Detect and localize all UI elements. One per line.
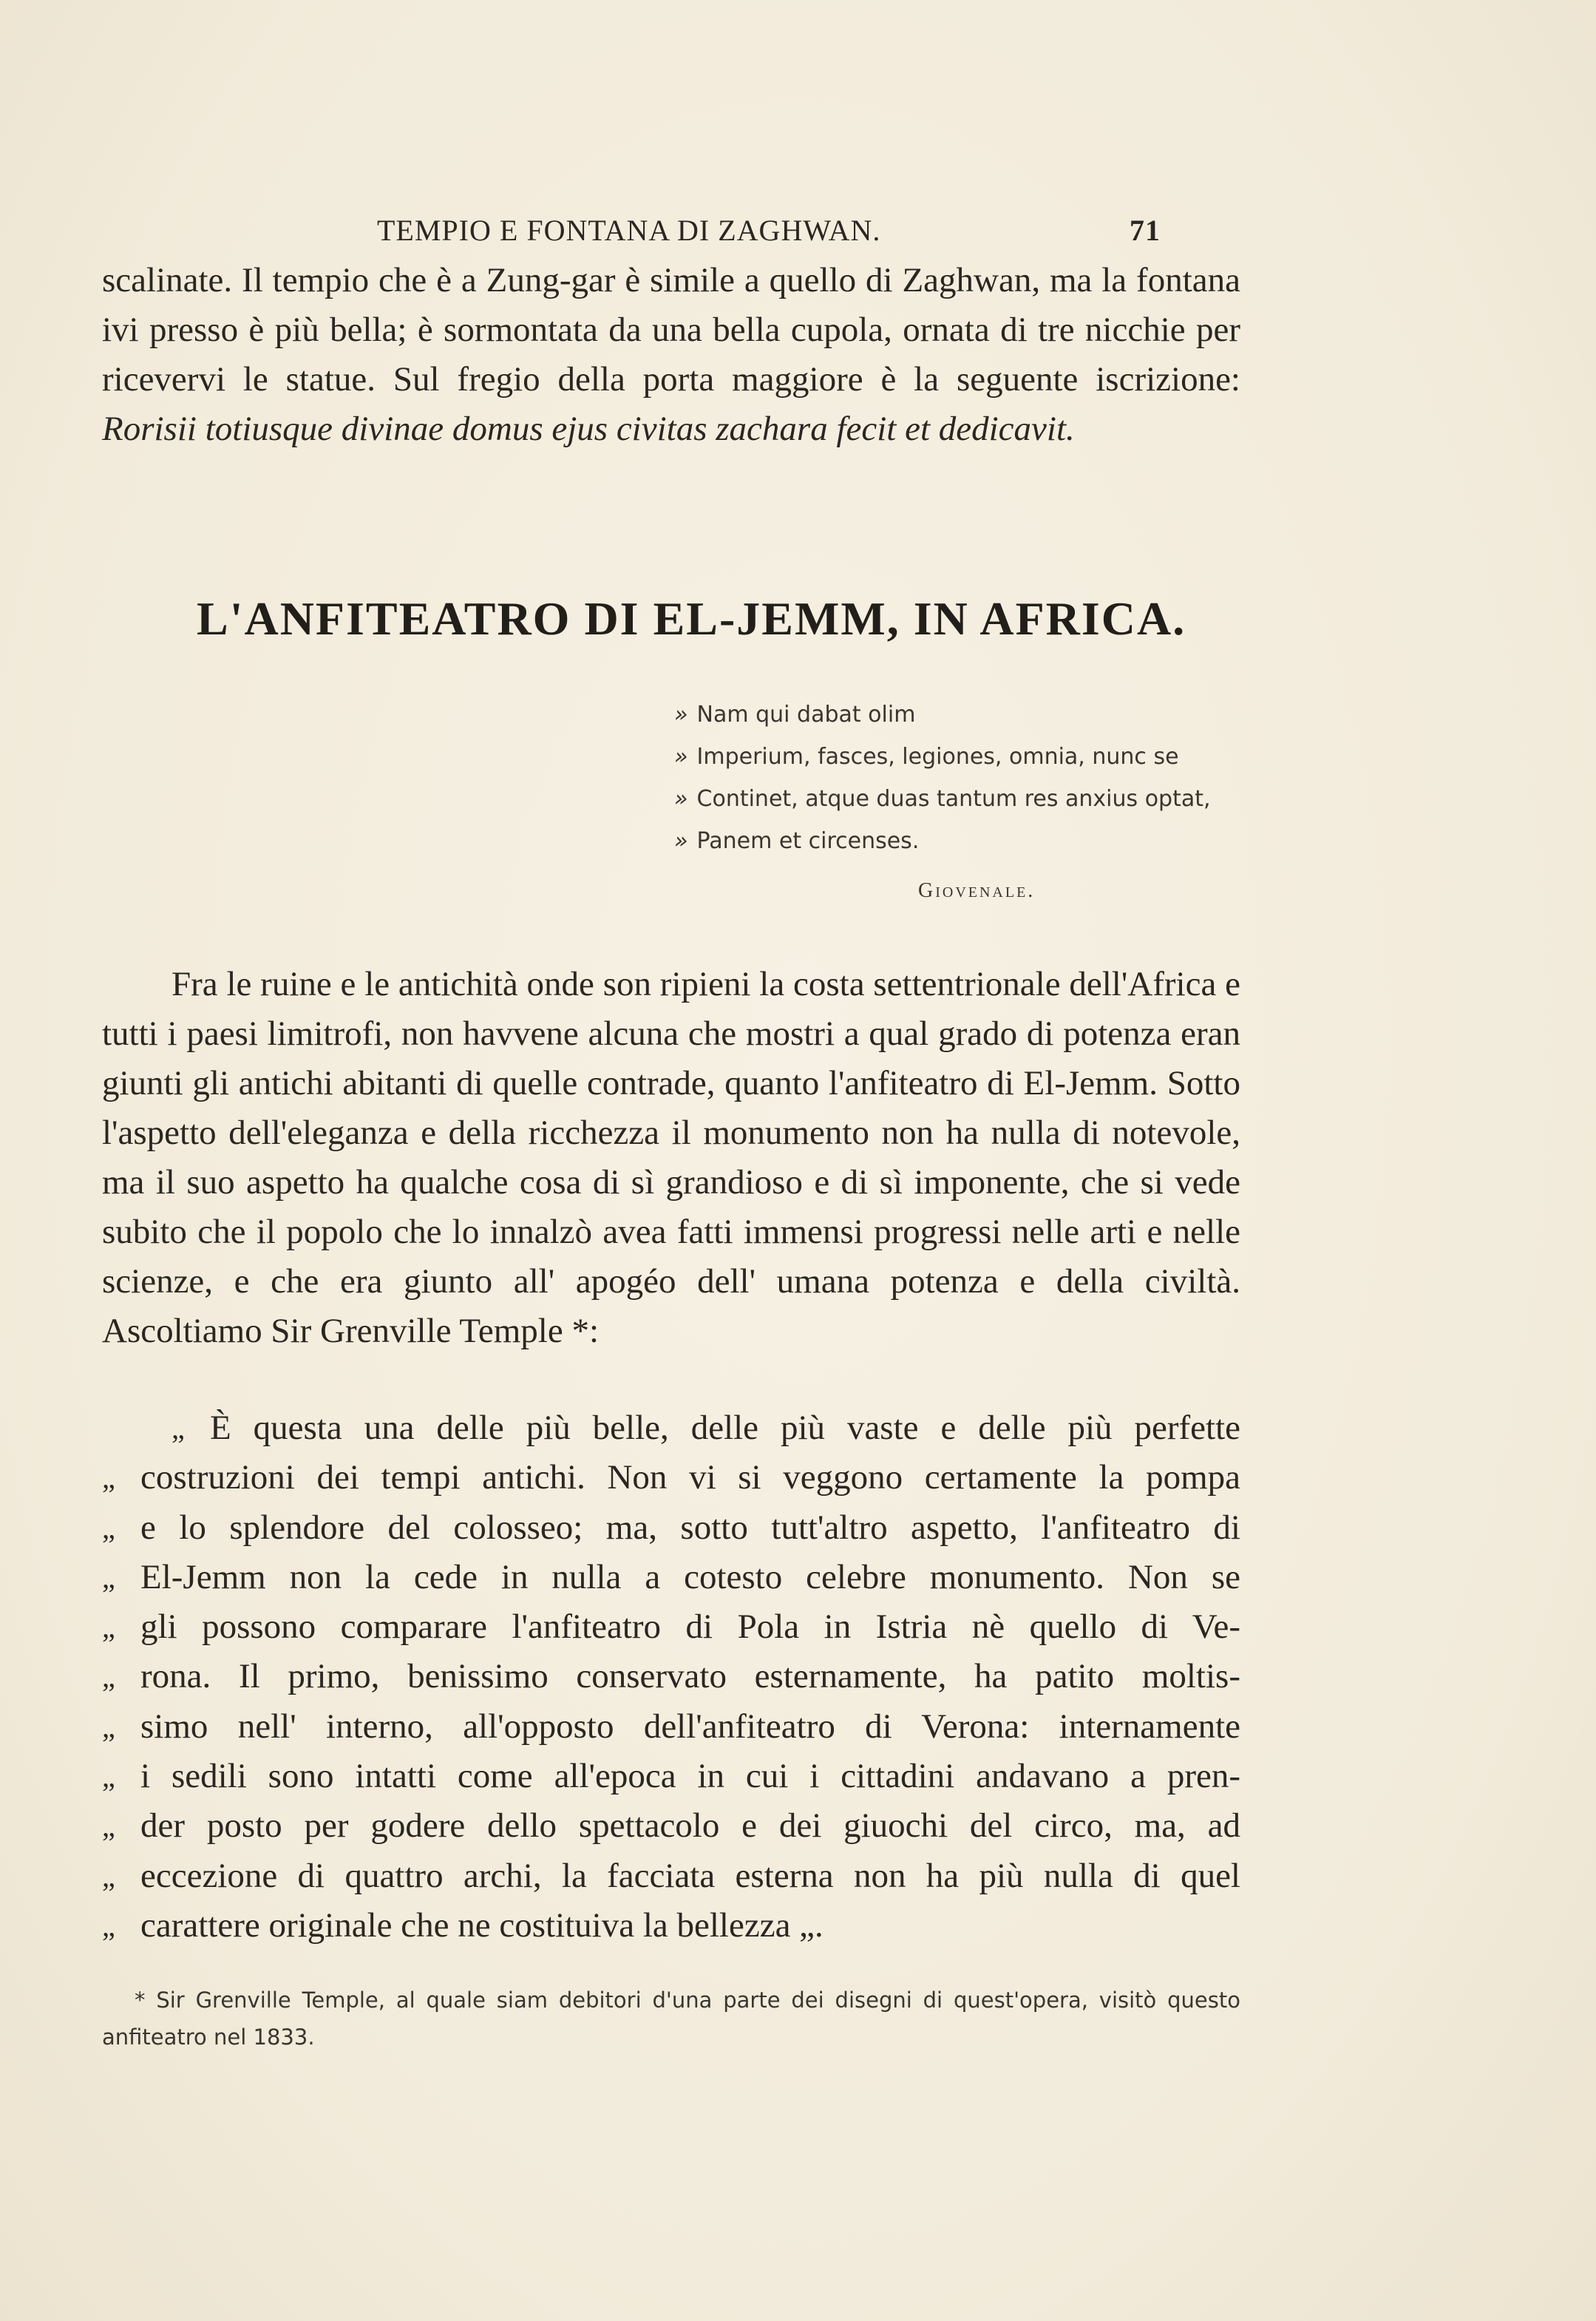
quote-mark: „ [102,1560,115,1594]
quotation-line: „ gli possono comparare l'anfiteatro di Pola in Istria nè quello di Ve- [102,1602,1240,1652]
quotation-line: „ eccezione di quattro archi, la facciata esterna non ha più nulla di quel [102,1851,1240,1901]
epigraph-line: » Panem et circenses. [674,828,920,854]
epigraph-line: » Imperium, fasces, legiones, omnia, nunc se [674,744,1179,770]
quote-mark: » [674,786,688,812]
quote-mark: „ [102,1660,115,1694]
quotation-line: „ rona. Il primo, benissimo conservato esternamente, ha patito moltis- [102,1652,1240,1701]
quote-mark: „ [102,1461,115,1495]
quote-mark: „ [102,1511,115,1545]
quote-mark: „ [102,1760,115,1794]
running-title: TEMPIO E FONTANA DI ZAGHWAN. [377,214,881,247]
quote-mark: » [674,744,688,770]
running-head [377,213,1161,250]
epigraph [674,694,1251,902]
epigraph-attribution: Giovenale. [918,879,1036,902]
footnote: * Sir Grenville Temple, al quale siam debitori d'una parte dei disegni di quest'opera, visitò questo anfiteatro nel 1833. [102,1988,1240,2050]
quotation-line: „ simo nell' interno, all'opposto dell'anfiteatro di Verona: internamente [102,1702,1240,1752]
quotation-line: „ i sedili sono intatti come all'epoca in cui i cittadini andavano a pren- [102,1752,1240,1801]
quote-mark: » [674,828,688,854]
top-paragraph [102,256,1240,454]
quotation-line: „ e lo splendore del colosseo; ma, sotto tutt'altro aspetto, l'anfiteatro di [102,1503,1240,1553]
quotation-line: „ costruzioni dei tempi antichi. Non vi si veggono certamente la pompa [102,1453,1240,1502]
quote-mark: » [674,702,688,728]
epigraph-line: » Continet, atque duas tantum res anxius optat, [674,786,1211,812]
latin-inscription: Rorisii totiusque divinae domus ejus civitas zachara fecit et dedicavit. [102,410,1075,448]
temple-quotation [102,1403,1240,1951]
quotation-line: „ El-Jemm non la cede in nulla a cotesto celebre monumento. Non se [102,1553,1240,1602]
quote-mark: „ [102,1610,115,1644]
quote-mark: „ [102,1710,115,1744]
quote-mark: „ [172,1412,185,1445]
page-number: 71 [1130,214,1161,247]
quote-mark: „ [102,1809,115,1843]
quotation-line: „ È questa una delle più belle, delle più vaste e delle più perfette [102,1403,1240,1453]
quote-mark: „ [102,1908,115,1942]
epigraph-line: » Nam qui dabat olim [674,702,916,728]
section-title: L'ANFITEATRO DI EL-JEMM, IN AFRICA. [197,592,1186,645]
main-paragraph: Fra le ruine e le antichità onde son ripieni la costa settentrionale dell'Africa e tutti i paesi limitrofi, non havvene alcuna che mostri a qual grado di potenza eran giunti gli antichi abitanti di quelle contrade, quanto l'anfiteatro di El-Jemm. Sotto l'aspetto dell'eleganza e della ricchezza il monumento non ha nulla di notevole, ma il suo aspetto ha qualche cosa di sì grandioso e di sì imponente, che si vede subito che il popolo che lo innalzò avea fatti immensi progressi nelle arti e nelle scienze, e che era giunto all' apogéo dell' umana potenza e della civiltà. Ascoltiamo Sir Grenville Temple *: [102,965,1240,1350]
quote-mark: „ [102,1859,115,1893]
quotation-line: „ der posto per godere dello spettacolo e dei giuochi del circo, ma, ad [102,1801,1240,1851]
quotation-line: „ carattere originale che ne costituiva la bellezza „. [102,1901,1240,1951]
top-paragraph-text: scalinate. Il tempio che è a Zung-gar è simile a quello di Zaghwan, ma la fontana ivi presso è più bella; è sormontata da una bella cupola, ornata di tre nicchie per ricevervi le statue. Sul fregio della porta maggiore è la seguente iscrizione: [102,261,1240,399]
